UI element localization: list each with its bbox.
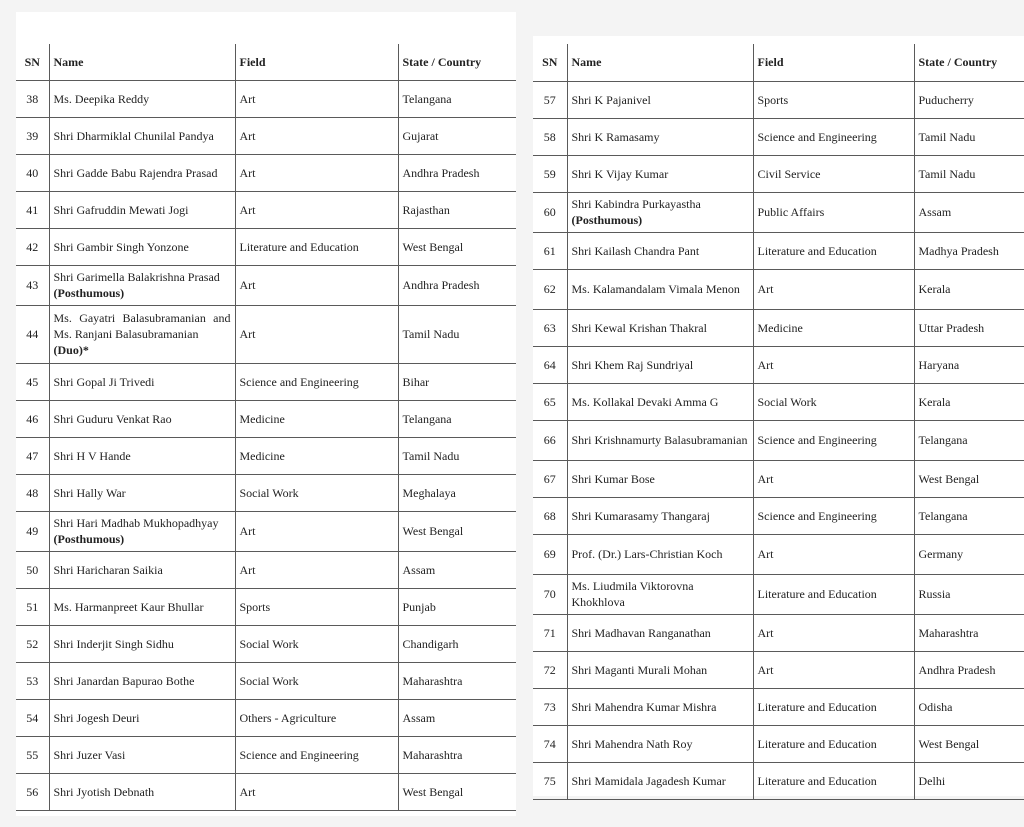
cell-field: Science and Engineering bbox=[235, 363, 398, 400]
cell-name bbox=[49, 228, 235, 265]
cell-sn: 63 bbox=[533, 309, 567, 346]
awardee-name: Shri Gambir Singh Yonzone bbox=[53, 239, 189, 254]
cell-state: Odisha bbox=[914, 688, 1024, 725]
cell-state: Haryana bbox=[914, 346, 1024, 383]
awardee-name: Shri Inderjit Singh Sidhu bbox=[53, 636, 174, 651]
cell-state: Maharashtra bbox=[398, 662, 516, 699]
cell-name bbox=[567, 383, 753, 420]
awardee-name: Shri Madhavan Ranganathan bbox=[571, 625, 711, 640]
cell-sn: 49 bbox=[16, 511, 49, 551]
table-row bbox=[533, 534, 1024, 574]
cell-state: Maharashtra bbox=[914, 614, 1024, 651]
cell-state: Meghalaya bbox=[398, 474, 516, 511]
cell-field: Medicine bbox=[235, 400, 398, 437]
awardee-name: Ms. Kollakal Devaki Amma G bbox=[571, 394, 719, 409]
awardee-name: Ms. Kalamandalam Vimala Menon bbox=[571, 282, 740, 296]
awards-table-right-page bbox=[533, 36, 1024, 796]
cell-state: Assam bbox=[398, 699, 516, 736]
cell-name bbox=[567, 497, 753, 534]
cell-field: Science and Engineering bbox=[753, 118, 914, 155]
cell-name bbox=[49, 773, 235, 810]
cell-field: Medicine bbox=[753, 309, 914, 346]
cell-name bbox=[49, 154, 235, 191]
cell-sn: 67 bbox=[533, 460, 567, 497]
table-row bbox=[16, 191, 516, 228]
cell-field: Social Work bbox=[235, 474, 398, 511]
cell-name bbox=[49, 265, 235, 305]
table-row bbox=[533, 574, 1024, 614]
column-header-field: Field bbox=[235, 44, 398, 80]
cell-name bbox=[567, 192, 753, 232]
cell-field: Literature and Education bbox=[753, 688, 914, 725]
cell-sn: 59 bbox=[533, 155, 567, 192]
cell-name bbox=[49, 474, 235, 511]
table-row bbox=[533, 651, 1024, 688]
cell-sn: 64 bbox=[533, 346, 567, 383]
awardee-name: Shri K Ramasamy bbox=[571, 129, 660, 144]
table-row bbox=[533, 383, 1024, 420]
cell-sn: 70 bbox=[533, 574, 567, 614]
cell-field: Art bbox=[235, 511, 398, 551]
awardee-name: Shri Jyotish Debnath bbox=[53, 784, 155, 799]
cell-field: Sports bbox=[235, 588, 398, 625]
cell-name bbox=[49, 551, 235, 588]
awards-table-right bbox=[533, 44, 1024, 800]
column-header-name: Name bbox=[567, 44, 753, 81]
awardee-name: Shri Gafruddin Mewati Jogi bbox=[53, 202, 189, 217]
cell-sn: 52 bbox=[16, 625, 49, 662]
cell-state: Tamil Nadu bbox=[398, 305, 516, 363]
cell-sn: 38 bbox=[16, 80, 49, 117]
cell-field: Literature and Education bbox=[753, 725, 914, 762]
table-row bbox=[533, 688, 1024, 725]
cell-name bbox=[49, 662, 235, 699]
cell-state: Chandigarh bbox=[398, 625, 516, 662]
awardee-name: Shri Kumar Bose bbox=[571, 471, 655, 486]
cell-name bbox=[567, 651, 753, 688]
table-row bbox=[16, 773, 516, 810]
table-row bbox=[16, 228, 516, 265]
cell-name bbox=[567, 460, 753, 497]
cell-name bbox=[567, 118, 753, 155]
column-header-sn: SN bbox=[533, 44, 567, 81]
cell-name bbox=[567, 762, 753, 799]
table-row bbox=[533, 725, 1024, 762]
column-header-name: Name bbox=[49, 44, 235, 80]
table-row bbox=[16, 80, 516, 117]
awards-table-left bbox=[16, 44, 516, 811]
awardee-name: Shri K Pajanivel bbox=[571, 92, 651, 107]
awardee-name: Ms. Deepika Reddy bbox=[53, 91, 150, 106]
awardee-name: Ms. Gayatri Balasubramanian and Ms. Ranjani Balasubramanian bbox=[53, 311, 231, 341]
awardee-note: (Posthumous) bbox=[53, 532, 125, 546]
cell-field: Medicine bbox=[235, 437, 398, 474]
cell-sn: 39 bbox=[16, 117, 49, 154]
cell-state: Bihar bbox=[398, 363, 516, 400]
cell-field: Art bbox=[235, 117, 398, 154]
cell-field: Science and Engineering bbox=[753, 497, 914, 534]
cell-name bbox=[567, 346, 753, 383]
cell-name bbox=[49, 511, 235, 551]
cell-name bbox=[567, 725, 753, 762]
cell-state: Puducherry bbox=[914, 81, 1024, 118]
cell-sn: 40 bbox=[16, 154, 49, 191]
cell-sn: 51 bbox=[16, 588, 49, 625]
cell-sn: 58 bbox=[533, 118, 567, 155]
cell-sn: 43 bbox=[16, 265, 49, 305]
cell-sn: 68 bbox=[533, 497, 567, 534]
cell-state: Telangana bbox=[914, 497, 1024, 534]
cell-sn: 54 bbox=[16, 699, 49, 736]
cell-field: Literature and Education bbox=[235, 228, 398, 265]
table-row bbox=[16, 736, 516, 773]
cell-state: Assam bbox=[398, 551, 516, 588]
cell-sn: 61 bbox=[533, 232, 567, 269]
cell-name bbox=[49, 736, 235, 773]
table-row bbox=[16, 265, 516, 305]
awardee-name: Shri Hari Madhab Mukhopadhyay bbox=[53, 516, 219, 530]
cell-field: Art bbox=[235, 265, 398, 305]
cell-sn: 44 bbox=[16, 305, 49, 363]
column-header-state: State / Country bbox=[398, 44, 516, 80]
cell-state: Telangana bbox=[398, 400, 516, 437]
cell-state: West Bengal bbox=[398, 511, 516, 551]
cell-sn: 74 bbox=[533, 725, 567, 762]
table-row bbox=[533, 497, 1024, 534]
awardee-name: Shri Mahendra Nath Roy bbox=[571, 736, 693, 751]
cell-sn: 56 bbox=[16, 773, 49, 810]
table-row bbox=[533, 269, 1024, 309]
cell-sn: 47 bbox=[16, 437, 49, 474]
cell-field: Science and Engineering bbox=[235, 736, 398, 773]
cell-sn: 55 bbox=[16, 736, 49, 773]
table-row bbox=[533, 460, 1024, 497]
table-body-right bbox=[533, 81, 1024, 799]
cell-field: Art bbox=[753, 534, 914, 574]
awardee-note: (Posthumous) bbox=[53, 286, 125, 300]
table-row bbox=[16, 117, 516, 154]
cell-field: Literature and Education bbox=[753, 762, 914, 799]
table-row bbox=[533, 118, 1024, 155]
table-row bbox=[16, 662, 516, 699]
table-body-left bbox=[16, 80, 516, 810]
cell-name bbox=[49, 191, 235, 228]
table-row bbox=[16, 699, 516, 736]
awardee-note: (Duo)* bbox=[53, 343, 89, 357]
awardee-note: (Posthumous) bbox=[571, 213, 643, 227]
cell-sn: 62 bbox=[533, 269, 567, 309]
cell-sn: 57 bbox=[533, 81, 567, 118]
cell-field: Art bbox=[235, 773, 398, 810]
table-row bbox=[16, 400, 516, 437]
cell-name bbox=[49, 400, 235, 437]
awardee-name: Shri Juzer Vasi bbox=[53, 747, 126, 762]
cell-sn: 53 bbox=[16, 662, 49, 699]
cell-state: Madhya Pradesh bbox=[914, 232, 1024, 269]
cell-state: Andhra Pradesh bbox=[398, 154, 516, 191]
cell-state: Assam bbox=[914, 192, 1024, 232]
table-row bbox=[533, 192, 1024, 232]
cell-state: Tamil Nadu bbox=[914, 118, 1024, 155]
awardee-name: Shri Garimella Balakrishna Prasad bbox=[53, 270, 220, 284]
cell-state: Tamil Nadu bbox=[398, 437, 516, 474]
table-row bbox=[16, 363, 516, 400]
cell-state: West Bengal bbox=[914, 460, 1024, 497]
cell-field: Art bbox=[753, 614, 914, 651]
table-row bbox=[533, 232, 1024, 269]
cell-name bbox=[49, 588, 235, 625]
awardee-name: Shri Janardan Bapurao Bothe bbox=[53, 673, 195, 688]
cell-field: Public Affairs bbox=[753, 192, 914, 232]
cell-name bbox=[567, 614, 753, 651]
cell-name bbox=[49, 305, 235, 363]
cell-sn: 42 bbox=[16, 228, 49, 265]
column-header-state: State / Country bbox=[914, 44, 1024, 81]
cell-sn: 69 bbox=[533, 534, 567, 574]
cell-state: West Bengal bbox=[914, 725, 1024, 762]
cell-state: Germany bbox=[914, 534, 1024, 574]
column-header-field: Field bbox=[753, 44, 914, 81]
cell-state: West Bengal bbox=[398, 228, 516, 265]
cell-name bbox=[567, 534, 753, 574]
cell-name bbox=[49, 363, 235, 400]
table-row bbox=[533, 346, 1024, 383]
cell-state: Kerala bbox=[914, 269, 1024, 309]
table-header-row bbox=[533, 44, 1024, 81]
awardee-name: Ms. Harmanpreet Kaur Bhullar bbox=[53, 599, 204, 614]
cell-sn: 45 bbox=[16, 363, 49, 400]
cell-sn: 65 bbox=[533, 383, 567, 420]
table-row bbox=[533, 420, 1024, 460]
awardee-name: Shri Hally War bbox=[53, 485, 126, 500]
cell-sn: 66 bbox=[533, 420, 567, 460]
cell-field: Social Work bbox=[235, 662, 398, 699]
cell-state: Delhi bbox=[914, 762, 1024, 799]
cell-name bbox=[49, 80, 235, 117]
cell-field: Sports bbox=[753, 81, 914, 118]
cell-name bbox=[567, 81, 753, 118]
awardee-name: Shri Haricharan Saikia bbox=[53, 562, 163, 577]
awardee-name: Shri Khem Raj Sundriyal bbox=[571, 357, 694, 372]
cell-state: Maharashtra bbox=[398, 736, 516, 773]
cell-field: Art bbox=[753, 269, 914, 309]
cell-field: Civil Service bbox=[753, 155, 914, 192]
cell-field: Science and Engineering bbox=[753, 420, 914, 460]
cell-name bbox=[567, 232, 753, 269]
awardee-name: Shri Jogesh Deuri bbox=[53, 710, 140, 725]
table-row bbox=[533, 309, 1024, 346]
awardee-name: Shri Krishnamurty Balasubramanian bbox=[571, 433, 748, 447]
awardee-name: Shri K Vijay Kumar bbox=[571, 166, 669, 181]
cell-state: Telangana bbox=[914, 420, 1024, 460]
awardee-name: Shri Dharmiklal Chunilal Pandya bbox=[53, 128, 214, 143]
cell-sn: 75 bbox=[533, 762, 567, 799]
cell-field: Others - Agriculture bbox=[235, 699, 398, 736]
table-row bbox=[533, 614, 1024, 651]
awardee-name: Shri Kewal Krishan Thakral bbox=[571, 320, 707, 335]
awardee-name: Shri Mamidala Jagadesh Kumar bbox=[571, 773, 726, 788]
cell-field: Literature and Education bbox=[753, 574, 914, 614]
cell-field: Literature and Education bbox=[753, 232, 914, 269]
cell-sn: 72 bbox=[533, 651, 567, 688]
cell-state: West Bengal bbox=[398, 773, 516, 810]
cell-sn: 60 bbox=[533, 192, 567, 232]
cell-sn: 50 bbox=[16, 551, 49, 588]
awardee-name: Ms. Liudmila Viktorovna Khokhlova bbox=[571, 579, 694, 609]
cell-state: Gujarat bbox=[398, 117, 516, 154]
cell-name bbox=[567, 574, 753, 614]
cell-field: Social Work bbox=[753, 383, 914, 420]
awardee-name: Shri Kailash Chandra Pant bbox=[571, 243, 700, 258]
cell-field: Art bbox=[753, 651, 914, 688]
cell-field: Art bbox=[235, 191, 398, 228]
cell-sn: 73 bbox=[533, 688, 567, 725]
cell-name bbox=[567, 269, 753, 309]
cell-field: Art bbox=[753, 460, 914, 497]
awardee-name: Shri Guduru Venkat Rao bbox=[53, 411, 172, 426]
table-row bbox=[533, 81, 1024, 118]
table-row bbox=[16, 588, 516, 625]
awardee-name: Shri Maganti Murali Mohan bbox=[571, 662, 708, 677]
cell-state: Rajasthan bbox=[398, 191, 516, 228]
cell-field: Art bbox=[235, 551, 398, 588]
cell-state: Russia bbox=[914, 574, 1024, 614]
awardee-name: Shri H V Hande bbox=[53, 448, 131, 463]
cell-name bbox=[49, 117, 235, 154]
cell-name bbox=[49, 699, 235, 736]
cell-field: Social Work bbox=[235, 625, 398, 662]
awardee-name: Shri Mahendra Kumar Mishra bbox=[571, 699, 717, 714]
cell-field: Art bbox=[235, 80, 398, 117]
table-row bbox=[16, 551, 516, 588]
awards-table-left-page bbox=[16, 12, 516, 816]
cell-state: Uttar Pradesh bbox=[914, 309, 1024, 346]
awardee-name: Prof. (Dr.) Lars-Christian Koch bbox=[571, 547, 723, 561]
column-header-sn: SN bbox=[16, 44, 49, 80]
cell-sn: 71 bbox=[533, 614, 567, 651]
cell-sn: 41 bbox=[16, 191, 49, 228]
cell-name bbox=[567, 688, 753, 725]
table-row bbox=[16, 511, 516, 551]
cell-state: Punjab bbox=[398, 588, 516, 625]
table-row bbox=[16, 474, 516, 511]
cell-state: Tamil Nadu bbox=[914, 155, 1024, 192]
cell-sn: 46 bbox=[16, 400, 49, 437]
cell-name bbox=[49, 625, 235, 662]
cell-state: Kerala bbox=[914, 383, 1024, 420]
table-row bbox=[16, 154, 516, 191]
cell-field: Art bbox=[753, 346, 914, 383]
cell-name bbox=[567, 309, 753, 346]
table-header-row bbox=[16, 44, 516, 80]
cell-field: Art bbox=[235, 305, 398, 363]
cell-state: Andhra Pradesh bbox=[914, 651, 1024, 688]
cell-name bbox=[567, 155, 753, 192]
cell-state: Telangana bbox=[398, 80, 516, 117]
table-row bbox=[533, 762, 1024, 799]
cell-sn: 48 bbox=[16, 474, 49, 511]
cell-state: Andhra Pradesh bbox=[398, 265, 516, 305]
table-row bbox=[16, 305, 516, 363]
cell-field: Art bbox=[235, 154, 398, 191]
cell-name bbox=[567, 420, 753, 460]
table-row bbox=[16, 437, 516, 474]
table-row bbox=[533, 155, 1024, 192]
awardee-name: Shri Gopal Ji Trivedi bbox=[53, 374, 155, 389]
awardee-name: Shri Kumarasamy Thangaraj bbox=[571, 508, 710, 523]
awardee-name: Shri Kabindra Purkayastha bbox=[571, 197, 701, 211]
awardee-name: Shri Gadde Babu Rajendra Prasad bbox=[53, 165, 218, 180]
table-row bbox=[16, 625, 516, 662]
cell-name bbox=[49, 437, 235, 474]
